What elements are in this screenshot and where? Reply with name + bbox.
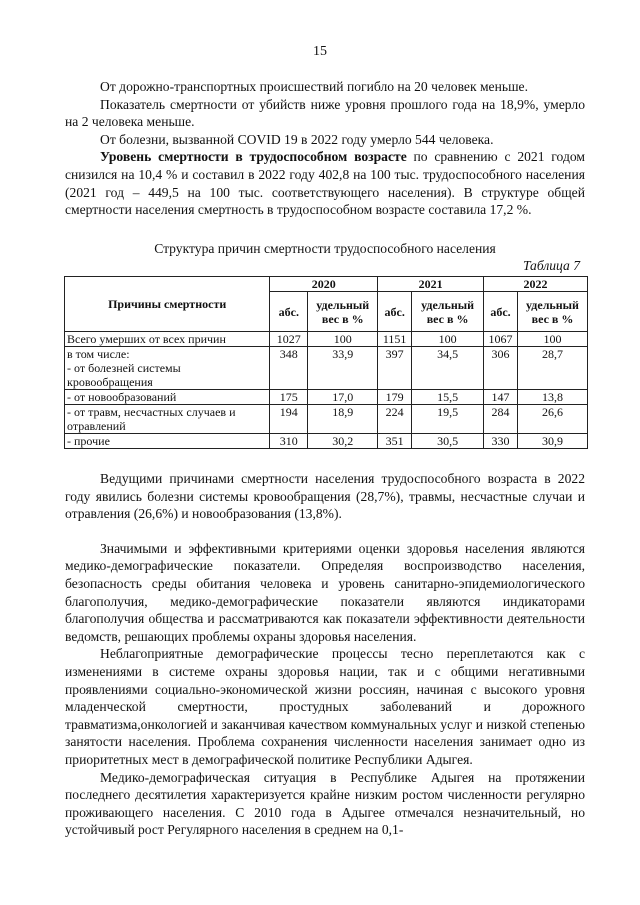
page-number: 15 [313, 44, 327, 59]
cause-cell: - от новообразований [65, 390, 270, 405]
paragraph: От болезни, вызванной COVID 19 в 2022 году умерло 544 человека. [100, 131, 494, 147]
paragraph: Ведущими причинами смертности населения трудоспособного возраста в 2022 году явились болезни системы кровообращения (28,7%), травмы, несчастные случаи и отравления (26,6%) и новообразования (13,8%). [65, 471, 585, 522]
cause-cell: в том числе: - от болезней системы кровообращения [65, 347, 270, 390]
header-share: удельный вес в % [308, 292, 378, 332]
text-block-bottom [65, 470, 585, 839]
cause-cell: - от травм, несчастных случаев и отравлений [65, 405, 270, 434]
share-value-cell: 17,0 [308, 390, 378, 405]
abs-value-cell: 284 [484, 405, 518, 434]
bold-lead: Уровень смертности в трудоспособном возрасте [100, 149, 407, 165]
share-value-cell: 19,5 [412, 405, 484, 434]
header-abs: абс. [484, 292, 518, 332]
table-row [65, 347, 588, 390]
paragraph: Значимыми и эффективными критериями оценки здоровья населения являются медико-демографические показатели. Определяя воспроизводство населения, безопасность среды обитания человека и уровень санитарно-эпидемиологического благополучия, медико-демографические показатели являются индикаторами благополучия общества и рассматриваются как показатели эффективности деятельности ведомств, решающих проблемы охраны здоровья населения. [65, 540, 585, 644]
share-value-cell: 28,7 [518, 347, 588, 390]
abs-value-cell: 179 [378, 390, 412, 405]
share-value-cell: 33,9 [308, 347, 378, 390]
abs-value-cell: 147 [484, 390, 518, 405]
share-value-cell: 13,8 [518, 390, 588, 405]
paragraph: Неблагоприятные демографические процессы тесно переплетаются как с изменениями в системе охраны здоровья нации, так и с общими негативными проявлениями социально-экономической жизни россиян, начиная с высокого уровня младенческой смертности, простудных заболеваний и дорожного травматизма,онкологией и заканчивая качеством коммунальных услуг и низкой степенью занятости населения. Проблема сохранения численности населения занимает одно из приоритетных мест в демографической политике Республики Адыгея. [65, 646, 585, 767]
header-abs: абс. [378, 292, 412, 332]
table-number: Таблица 7 [522, 258, 580, 273]
paragraph: Показатель смертности от убийств ниже уровня прошлого года на 18,9%, умерло на 2 человека меньше. [65, 96, 585, 130]
share-value-cell: 100 [412, 332, 484, 347]
share-value-cell: 30,9 [518, 434, 588, 449]
header-year: 2021 [378, 277, 484, 292]
table-row [65, 390, 588, 405]
paragraph-rest: по сравнению с 2021 годом снизился на 10,4 % и составил в 2022 году 402,8 на 100 тыс. трудоспособного населения (2021 год – 449,5 на 100 тыс. соответствующего населения). В структуре общей смертности населения смертность в трудоспособном возрасте составила 17,2 %. [65, 149, 586, 218]
share-value-cell: 26,6 [518, 405, 588, 434]
abs-value-cell: 330 [484, 434, 518, 449]
paragraph: От дорожно-транспортных происшествий погибло на 20 человек меньше. [100, 79, 528, 94]
header-year: 2020 [270, 277, 378, 292]
abs-value-cell: 175 [270, 390, 308, 405]
abs-value-cell: 224 [378, 405, 412, 434]
abs-value-cell: 348 [270, 347, 308, 390]
abs-value-cell: 1027 [270, 332, 308, 347]
table-row [65, 405, 588, 434]
abs-value-cell: 351 [378, 434, 412, 449]
share-value-cell: 34,5 [412, 347, 484, 390]
table-row [65, 332, 588, 347]
abs-value-cell: 194 [270, 405, 308, 434]
share-value-cell: 100 [308, 332, 378, 347]
text-block-top [65, 78, 585, 219]
paragraph [65, 148, 585, 218]
header-cause: Причины смертности [65, 277, 270, 332]
table-row [65, 434, 588, 449]
abs-value-cell: 397 [378, 347, 412, 390]
share-value-cell: 18,9 [308, 405, 378, 434]
abs-value-cell: 310 [270, 434, 308, 449]
header-share: удельный вес в % [518, 292, 588, 332]
share-value-cell: 30,2 [308, 434, 378, 449]
mortality-causes-table [64, 276, 588, 449]
share-value-cell: 15,5 [412, 390, 484, 405]
header-year: 2022 [484, 277, 588, 292]
table-caption: Структура причин смертности трудоспособного населения [154, 241, 496, 256]
abs-value-cell: 306 [484, 347, 518, 390]
header-abs: абс. [270, 292, 308, 332]
paragraph: Медико-демографическая ситуация в Республике Адыгея на протяжении последнего десятилетия характеризуется крайне низким ростом численности регулярно проживающего населения. С 2010 года в Адыгее отмечался незначительный, но устойчивый рост Регулярного населения в среднем на 0,1- [65, 769, 585, 838]
cause-cell: - прочие [65, 434, 270, 449]
share-value-cell: 100 [518, 332, 588, 347]
table-header-row [65, 277, 588, 292]
abs-value-cell: 1151 [378, 332, 412, 347]
header-share: удельный вес в % [412, 292, 484, 332]
abs-value-cell: 1067 [484, 332, 518, 347]
cause-cell: Всего умерших от всех причин [65, 332, 270, 347]
share-value-cell: 30,5 [412, 434, 484, 449]
